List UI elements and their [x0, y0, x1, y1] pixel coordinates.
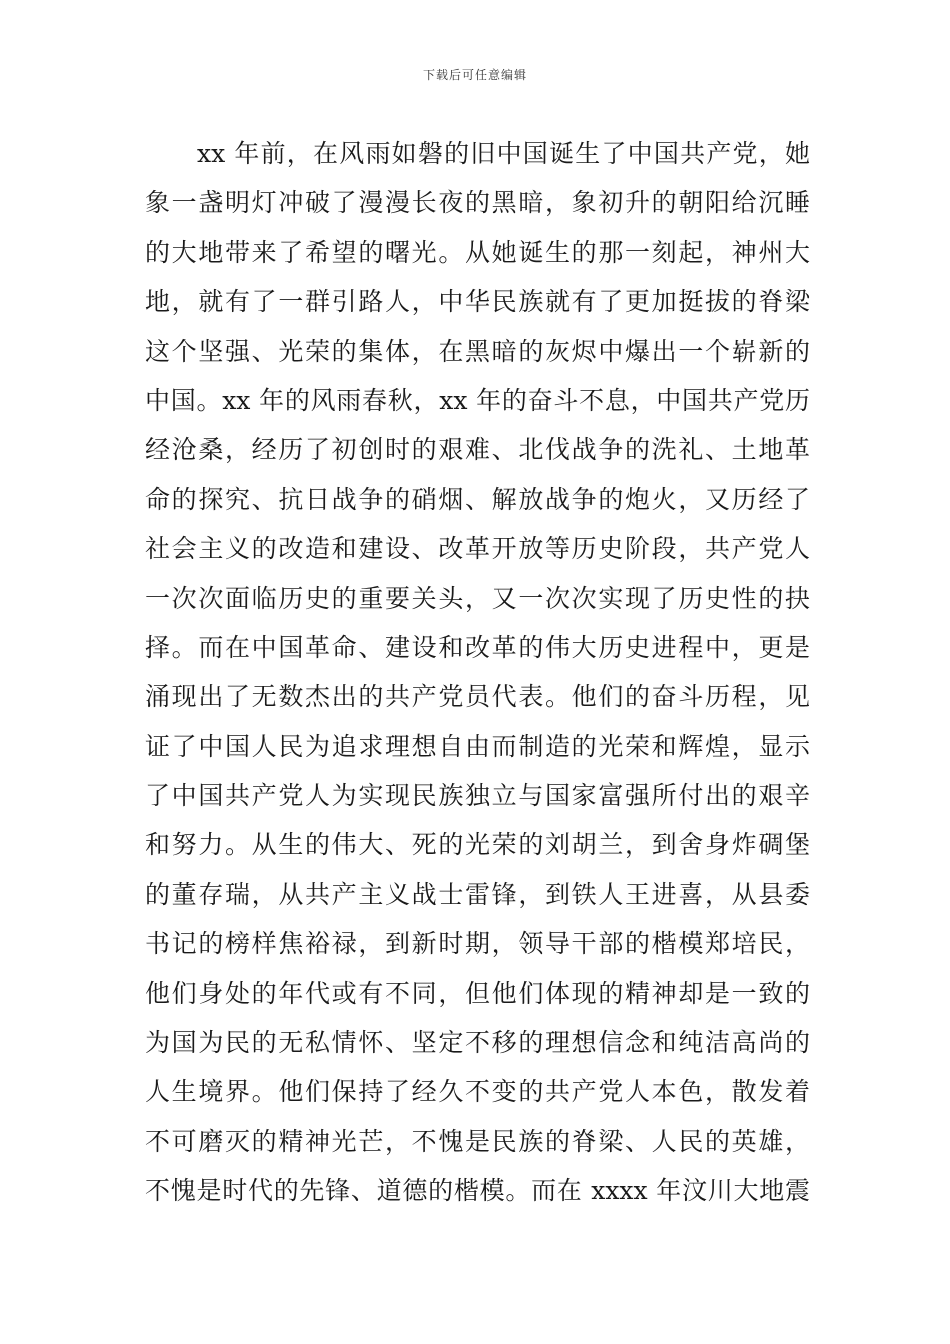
- text-line: 不可磨灭的精神光芒，不愧是民族的脊梁、人民的英雄，: [145, 1126, 810, 1156]
- text-line: 这个坚强、光荣的集体，在黑暗的灰烬中爆出一个崭新的: [145, 336, 810, 366]
- text-line: 人生境界。他们保持了经久不变的共产党人本色，散发着: [145, 1077, 810, 1107]
- text-line: 他们身处的年代或有不同，但他们体现的精神却是一致的: [145, 978, 810, 1008]
- text-line: 的董存瑞，从共产主义战士雷锋，到铁人王进喜，从县委: [145, 879, 810, 909]
- header-note: 下载后可任意编辑: [422, 68, 527, 82]
- text-line: 经沧桑，经历了初创时的艰难、北伐战争的洗礼、土地革: [145, 435, 810, 465]
- text-line: 象一盏明灯冲破了漫漫长夜的黑暗，象初升的朝阳给沉睡: [145, 188, 810, 218]
- text-line: 中国。xx 年的风雨春秋，xx 年的奋斗不息，中国共产党历: [145, 385, 810, 415]
- text-line: 一次次面临历史的重要关头，又一次次实现了历史性的抉: [145, 583, 810, 613]
- text-line: 证了中国人民为追求理想自由而制造的光荣和辉煌，显示: [145, 731, 810, 761]
- body-paragraph: [145, 129, 810, 1216]
- text-line: xx 年前，在风雨如磐的旧中国诞生了中国共产党，她: [197, 139, 810, 168]
- text-line: 和努力。从生的伟大、死的光荣的刘胡兰，到舍身炸碉堡: [145, 830, 810, 860]
- text-line: 社会主义的改造和建设、改革开放等历史阶段，共产党人: [145, 534, 810, 564]
- text-line: 的大地带来了希望的曙光。从她诞生的那一刻起，神州大: [145, 237, 810, 267]
- text-line: 了中国共产党人为实现民族独立与国家富强所付出的艰辛: [145, 781, 810, 811]
- text-line: 为国为民的无私情怀、坚定不移的理想信念和纯洁高尚的: [145, 1028, 810, 1058]
- text-line: 命的探究、抗日战争的硝烟、解放战争的炮火，又历经了: [145, 484, 810, 514]
- text-line: 涌现出了无数杰出的共产党员代表。他们的奋斗历程，见: [145, 682, 810, 712]
- text-line: 择。而在中国革命、建设和改革的伟大历史进程中，更是: [145, 632, 810, 662]
- text-line: 不愧是时代的先锋、道德的楷模。而在 xxxx 年汶川大地震: [145, 1176, 810, 1206]
- text-line: 书记的榜样焦裕禄，到新时期，领导干部的楷模郑培民，: [145, 929, 810, 959]
- text-line: 地，就有了一群引路人，中华民族就有了更加挺拔的脊梁: [145, 287, 810, 317]
